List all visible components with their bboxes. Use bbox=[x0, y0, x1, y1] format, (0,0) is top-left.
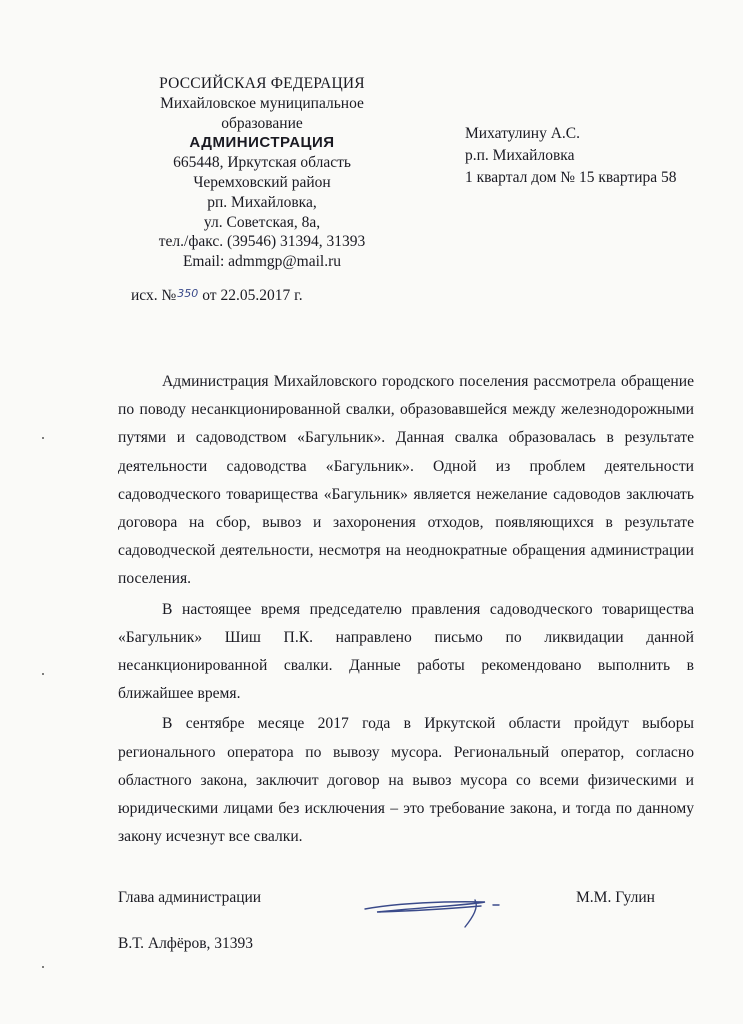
body-paragraph-3: В сентябре месяце 2017 года в Иркутской области пройдут выборы регионального оператора по вывозу мусора. Региональный оператор, согласно областного закона, заключит договор на вывоз мусора со всеми физическими и юридическими лицами без исключения – это требование закона, и тогда по данному закону исчезнут все свалки. bbox=[118, 715, 694, 846]
letterhead-phone: тел./факс. (39546) 31394, 31393 bbox=[158, 233, 366, 251]
letterhead-country: РОССИЙСКАЯ ФЕДЕРАЦИЯ bbox=[159, 75, 365, 92]
scan-speck bbox=[42, 966, 44, 968]
recipient-name: Михатулину А.С. bbox=[465, 125, 580, 142]
letterhead-municipality-line-2: образование bbox=[221, 114, 303, 132]
body-paragraph-2: В настоящее время председателю правления садоводческого товарищества «Багульник» Шиш П.К. направлено письмо по ликвидации данной несанкционированной свалки. Данные работы рекомендовано выполнить в ближайшее время. bbox=[118, 600, 694, 703]
recipient-settlement: р.п. Михайловка bbox=[465, 147, 575, 164]
letterhead-address-line-3: рп. Михайловка, bbox=[207, 193, 317, 211]
recipient-block bbox=[465, 123, 677, 189]
body-paragraph-1: Администрация Михайловского городского поселения рассмотрела обращение по поводу несанкционированной свалки, образовавшейся между железнодорожными путями и садоводством «Багульник». Данная свалка образовалась в результате деятельности садоводства «Багульник». Одной из проблем деятельности садоводческого товарищества «Багульник» является нежелание садоводов заключать договора на сбор, вывоз и захоронения отходов, появляющихся в результате садоводческой деятельности, несмотря на неоднократные обращения администрации поселения. bbox=[118, 373, 694, 588]
executor-contact: В.Т. Алфёров, 31393 bbox=[118, 935, 254, 952]
outgoing-ref-number: 350 bbox=[177, 287, 199, 300]
outgoing-ref-date: от 22.05.2017 г. bbox=[202, 287, 303, 304]
signatory-name: М.М. Гулин bbox=[576, 889, 655, 906]
letterhead-municipality-line-1: Михайловское муниципальное bbox=[160, 94, 364, 112]
letterhead-administration: АДМИНИСТРАЦИЯ bbox=[189, 134, 335, 152]
signatory-title: Глава администрации bbox=[118, 889, 262, 906]
recipient-address: 1 квартал дом № 15 квартира 58 bbox=[465, 169, 677, 186]
letter-body bbox=[118, 368, 694, 853]
outgoing-ref-prefix: исх. № bbox=[131, 287, 177, 304]
letterhead-address-line-1: 665448, Иркутская область bbox=[173, 154, 351, 172]
letterhead-address-line-4: ул. Советская, 8а, bbox=[203, 213, 321, 231]
handwritten-signature bbox=[357, 893, 517, 929]
outgoing-reference bbox=[131, 287, 303, 305]
letterhead-email: Email: admmgp@mail.ru bbox=[182, 253, 342, 271]
scan-speck bbox=[42, 673, 44, 675]
letterhead bbox=[112, 74, 412, 272]
scan-speck bbox=[42, 437, 44, 439]
letterhead-address-line-2: Черемховский район bbox=[193, 173, 331, 191]
